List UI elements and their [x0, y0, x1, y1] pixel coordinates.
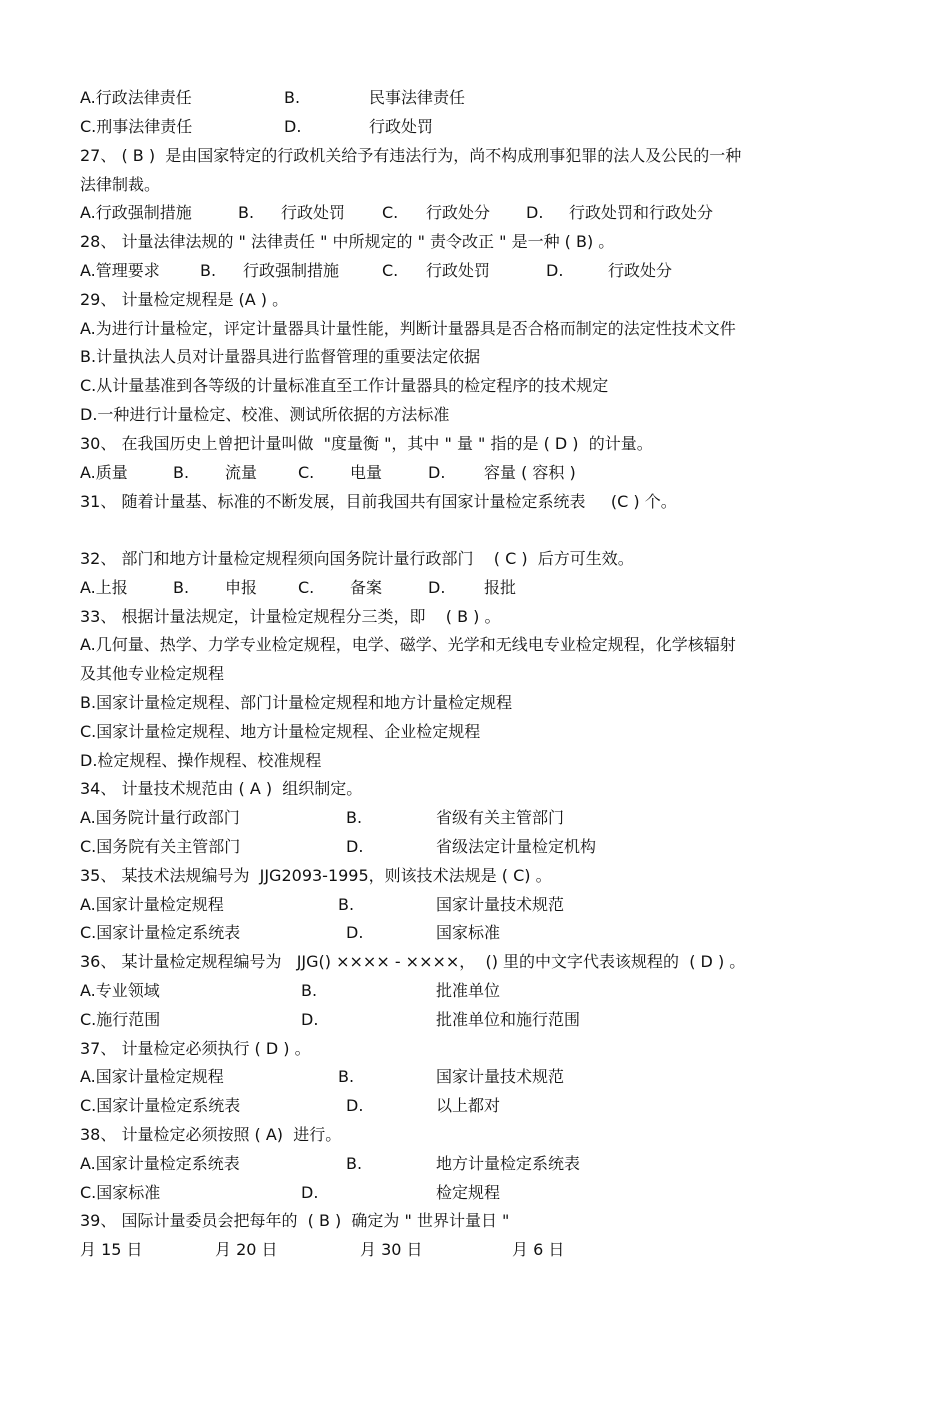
q26-option-d: 行政处罚 [369, 117, 434, 136]
q32-option-b: 申报 [225, 578, 258, 597]
q29-option-c: C.从计量基准到各等级的计量标准直至工作计量器具的检定程序的技术规定 [80, 376, 609, 395]
q35-stem: 35、 某技术法规编号为 JJG2093-1995，则该技术法规是 ( C) 。 [80, 866, 552, 885]
q36-option-d-letter: D. [301, 1010, 319, 1029]
q37-option-d-letter: D. [346, 1096, 364, 1115]
q38-option-b: 地方计量检定系统表 [436, 1154, 581, 1173]
q39-stem: 39、 国际计量委员会把每年的 ( B ) 确定为 " 世界计量日 " [80, 1211, 510, 1230]
q32-options-row [80, 574, 930, 602]
q37-option-a: A.国家计量检定规程 [80, 1067, 224, 1086]
q33-stem: 33、 根据计量法规定，计量检定规程分三类，即 ( B ) 。 [80, 607, 501, 626]
q36-stem: 36、 某计量检定规程编号为 JJG() ×××× - ××××， () 里的中文字代表该规程的 ( D ) 。 [80, 952, 746, 971]
q39-options-row [80, 1236, 930, 1264]
q35-option-d-letter: D. [346, 923, 364, 942]
q27-options-row [80, 199, 930, 227]
q29-stem: 29、 计量检定规程是 (A ) 。 [80, 290, 289, 309]
q27-option-d: 行政处罚和行政处分 [569, 203, 714, 222]
q29-option-a: A.为进行计量检定，评定计量器具计量性能，判断计量器具是否合格而制定的法定性技术文件 [80, 319, 736, 338]
q27-stem-line-2: 法律制裁。 [80, 175, 161, 194]
q31-stem: 31、 随着计量基、标准的不断发展，目前我国共有国家计量检定系统表 (C ) 个。 [80, 492, 677, 511]
q36-option-b-letter: B. [301, 981, 318, 1000]
q27-option-d-letter: D. [526, 203, 544, 222]
q38-options-row-1 [80, 1150, 930, 1178]
q28-option-c: 行政处罚 [426, 261, 491, 280]
q39-option-1: 月 15 日 [80, 1240, 143, 1259]
q28-options-row [80, 257, 930, 285]
q36-option-a: A.专业领域 [80, 981, 160, 1000]
q32-option-d: 报批 [484, 578, 517, 597]
q28-option-d-letter: D. [546, 261, 564, 280]
q38-options-row-2 [80, 1179, 930, 1207]
q28-option-c-letter: C. [382, 261, 399, 280]
q38-stem: 38、 计量检定必须按照 ( A) 进行。 [80, 1125, 342, 1144]
q30-option-b: 流量 [225, 463, 258, 482]
q27-option-c: 行政处分 [426, 203, 491, 222]
q32-option-c: 备案 [350, 578, 383, 597]
q35-option-b-letter: B. [338, 895, 355, 914]
q34-option-b: 省级有关主管部门 [436, 808, 565, 827]
q32-option-d-letter: D. [428, 578, 446, 597]
q37-option-c: C.国家计量检定系统表 [80, 1096, 241, 1115]
q36-option-d: 批准单位和施行范围 [436, 1010, 581, 1029]
q26-option-c: C.刑事法律责任 [80, 117, 193, 136]
q34-option-d: 省级法定计量检定机构 [436, 837, 597, 856]
q37-options-row-1 [80, 1063, 930, 1091]
q33-option-d: D.检定规程、操作规程、校准规程 [80, 751, 322, 770]
q26-option-b: 民事法律责任 [369, 88, 466, 107]
q33-option-a-line-2: 及其他专业检定规程 [80, 664, 225, 683]
q38-option-d: 检定规程 [436, 1183, 501, 1202]
q27-stem-line-1: 27、 ( B ) 是由国家特定的行政机关给予有违法行为，尚不构成刑事犯罪的法人及公民的一种 [80, 146, 742, 165]
q34-option-a: A.国务院计量行政部门 [80, 808, 240, 827]
q28-option-d: 行政处分 [608, 261, 673, 280]
q30-option-c-letter: C. [298, 463, 315, 482]
q32-option-b-letter: B. [173, 578, 190, 597]
q30-option-c: 电量 [350, 463, 383, 482]
q28-option-b-letter: B. [200, 261, 217, 280]
q26-option-d-letter: D. [284, 117, 302, 136]
q38-option-a: A.国家计量检定系统表 [80, 1154, 240, 1173]
q32-option-a: A.上报 [80, 578, 128, 597]
q34-option-c: C.国务院有关主管部门 [80, 837, 241, 856]
q32-option-c-letter: C. [298, 578, 315, 597]
q36-options-row-2 [80, 1006, 930, 1034]
q35-option-d: 国家标准 [436, 923, 501, 942]
q34-options-row-1 [80, 804, 930, 832]
q26-options-row-1 [80, 84, 930, 112]
q33-option-b: B.国家计量检定规程、部门计量检定规程和地方计量检定规程 [80, 693, 513, 712]
q27-option-b-letter: B. [238, 203, 255, 222]
q33-option-c: C.国家计量检定规程、地方计量检定规程、企业检定规程 [80, 722, 481, 741]
q30-stem: 30、 在我国历史上曾把计量叫做 "度量衡 "，其中 " 量 " 指的是 ( D ) 的计量。 [80, 434, 653, 453]
q39-option-2: 月 20 日 [215, 1240, 278, 1259]
q36-option-c: C.施行范围 [80, 1010, 161, 1029]
q35-option-b: 国家计量技术规范 [436, 895, 565, 914]
q37-option-b: 国家计量技术规范 [436, 1067, 565, 1086]
q37-option-b-letter: B. [338, 1067, 355, 1086]
q37-option-d: 以上都对 [436, 1096, 501, 1115]
q27-option-c-letter: C. [382, 203, 399, 222]
q27-option-a: A.行政强制措施 [80, 203, 192, 222]
q35-option-a: A.国家计量检定规程 [80, 895, 224, 914]
q35-options-row-1 [80, 891, 930, 919]
q30-option-d: 容量 ( 容积 ) [484, 463, 576, 482]
q38-option-c: C.国家标准 [80, 1183, 161, 1202]
q33-option-a-line-1: A.几何量、热学、力学专业检定规程，电学、磁学、光学和无线电专业检定规程，化学核辐射 [80, 635, 736, 654]
q30-option-b-letter: B. [173, 463, 190, 482]
q39-option-3: 月 30 日 [360, 1240, 423, 1259]
q28-option-a: A.管理要求 [80, 261, 160, 280]
q35-options-row-2 [80, 919, 930, 947]
q30-options-row [80, 459, 930, 487]
q28-stem: 28、 计量法律法规的 " 法律责任 " 中所规定的 " 责令改正 " 是一种 ( B) 。 [80, 232, 615, 251]
q28-option-b: 行政强制措施 [243, 261, 340, 280]
q34-option-d-letter: D. [346, 837, 364, 856]
q34-stem: 34、 计量技术规范由 ( A ) 组织制定。 [80, 779, 363, 798]
q34-option-b-letter: B. [346, 808, 363, 827]
q29-option-d: D.一种进行计量检定、校准、测试所依据的方法标准 [80, 405, 450, 424]
q36-option-b: 批准单位 [436, 981, 501, 1000]
q26-option-a: A.行政法律责任 [80, 88, 192, 107]
q35-option-c: C.国家计量检定系统表 [80, 923, 241, 942]
q37-stem: 37、 计量检定必须执行 ( D ) 。 [80, 1039, 311, 1058]
q38-option-d-letter: D. [301, 1183, 319, 1202]
q26-option-b-letter: B. [284, 88, 301, 107]
q26-options-row-2 [80, 113, 930, 141]
q34-options-row-2 [80, 833, 930, 861]
q29-option-b: B.计量执法人员对计量器具进行监督管理的重要法定依据 [80, 347, 481, 366]
q39-option-4: 月 6 日 [512, 1240, 565, 1259]
q30-option-d-letter: D. [428, 463, 446, 482]
q38-option-b-letter: B. [346, 1154, 363, 1173]
q30-option-a: A.质量 [80, 463, 128, 482]
q36-options-row-1 [80, 977, 930, 1005]
q37-options-row-2 [80, 1092, 930, 1120]
q32-stem: 32、 部门和地方计量检定规程须向国务院计量行政部门 ( C ) 后方可生效。 [80, 549, 634, 568]
q27-option-b: 行政处罚 [281, 203, 346, 222]
